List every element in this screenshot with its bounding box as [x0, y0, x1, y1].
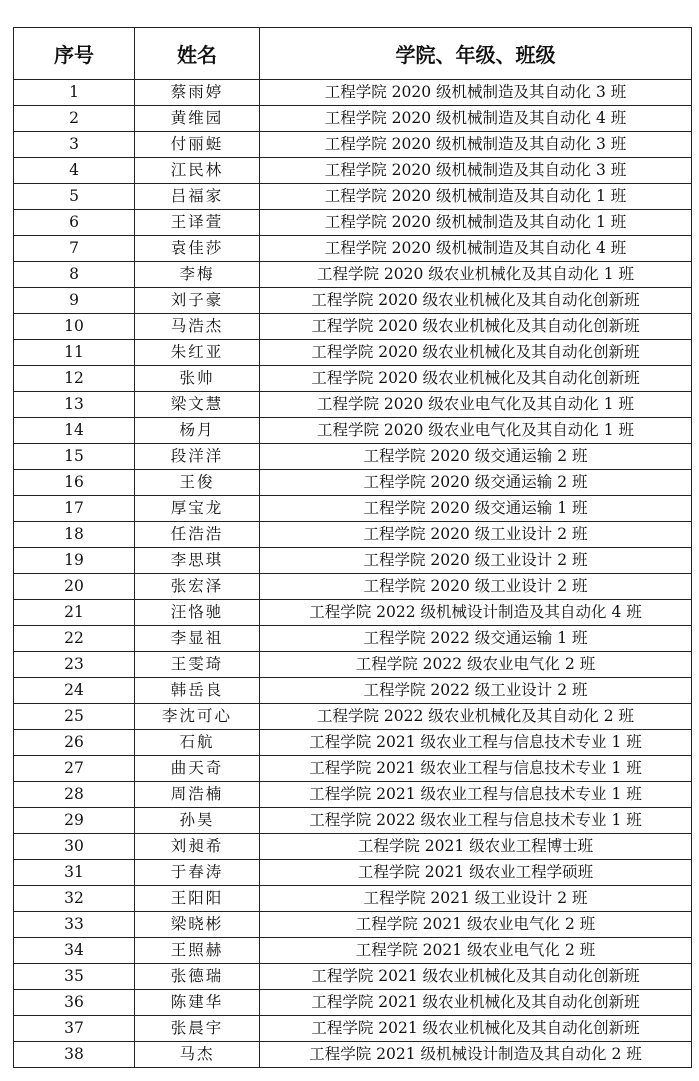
- cell-number: 30: [14, 834, 135, 860]
- table-row: [14, 1042, 692, 1068]
- cell-number: 27: [14, 756, 135, 782]
- table-row: [14, 496, 692, 522]
- table-row: [14, 704, 692, 730]
- cell-name: 刘昶希: [135, 834, 260, 860]
- table-row: [14, 912, 692, 938]
- cell-name: 石航: [135, 730, 260, 756]
- table-row: [14, 548, 692, 574]
- cell-number: 5: [14, 184, 135, 210]
- table-row: [14, 418, 692, 444]
- table-row: [14, 678, 692, 704]
- cell-number: 1: [14, 80, 135, 106]
- table-row: [14, 834, 692, 860]
- cell-name: 任浩浩: [135, 522, 260, 548]
- table-row: [14, 782, 692, 808]
- cell-name: 李思琪: [135, 548, 260, 574]
- cell-name: 刘子豪: [135, 288, 260, 314]
- student-list-table: [13, 27, 692, 1068]
- table-row: [14, 938, 692, 964]
- cell-number: 17: [14, 496, 135, 522]
- cell-class: 工程学院 2020 级交通运输 2 班: [260, 444, 692, 470]
- cell-class: 工程学院 2021 级农业工程学硕班: [260, 860, 692, 886]
- cell-class: 工程学院 2021 级农业工程博士班: [260, 834, 692, 860]
- cell-number: 20: [14, 574, 135, 600]
- cell-name: 王照赫: [135, 938, 260, 964]
- header-college-grade-class: 学院、年级、班级: [260, 28, 692, 80]
- cell-number: 23: [14, 652, 135, 678]
- cell-name: 王阳阳: [135, 886, 260, 912]
- table-row: [14, 990, 692, 1016]
- cell-name: 汪恪驰: [135, 600, 260, 626]
- table-body: [14, 80, 692, 1068]
- cell-name: 曲天奇: [135, 756, 260, 782]
- table-row: [14, 1016, 692, 1042]
- table-row: [14, 80, 692, 106]
- cell-number: 38: [14, 1042, 135, 1068]
- cell-class: 工程学院 2021 级农业机械化及其自动化创新班: [260, 1016, 692, 1042]
- table-row: [14, 262, 692, 288]
- cell-class: 工程学院 2022 级机械设计制造及其自动化 4 班: [260, 600, 692, 626]
- table-row: [14, 392, 692, 418]
- cell-name: 吕福家: [135, 184, 260, 210]
- cell-name: 付丽蜓: [135, 132, 260, 158]
- cell-class: 工程学院 2020 级工业设计 2 班: [260, 574, 692, 600]
- cell-name: 李梅: [135, 262, 260, 288]
- table-row: [14, 574, 692, 600]
- cell-class: 工程学院 2021 级工业设计 2 班: [260, 886, 692, 912]
- table-row: [14, 184, 692, 210]
- table-row: [14, 106, 692, 132]
- cell-name: 王译萱: [135, 210, 260, 236]
- table-row: [14, 444, 692, 470]
- cell-class: 工程学院 2020 级机械制造及其自动化 4 班: [260, 106, 692, 132]
- cell-class: 工程学院 2020 级工业设计 2 班: [260, 548, 692, 574]
- cell-class: 工程学院 2020 级交通运输 2 班: [260, 470, 692, 496]
- cell-name: 于春涛: [135, 860, 260, 886]
- cell-class: 工程学院 2020 级工业设计 2 班: [260, 522, 692, 548]
- cell-number: 32: [14, 886, 135, 912]
- table-header: [14, 28, 692, 80]
- cell-number: 35: [14, 964, 135, 990]
- cell-class: 工程学院 2020 级农业电气化及其自动化 1 班: [260, 392, 692, 418]
- cell-name: 马浩杰: [135, 314, 260, 340]
- cell-class: 工程学院 2022 级农业工程与信息技术专业 1 班: [260, 808, 692, 834]
- cell-class: 工程学院 2021 级农业电气化 2 班: [260, 912, 692, 938]
- cell-number: 29: [14, 808, 135, 834]
- cell-name: 段洋洋: [135, 444, 260, 470]
- cell-name: 李沈可心: [135, 704, 260, 730]
- cell-class: 工程学院 2021 级农业工程与信息技术专业 1 班: [260, 756, 692, 782]
- cell-class: 工程学院 2020 级农业电气化及其自动化 1 班: [260, 418, 692, 444]
- cell-number: 22: [14, 626, 135, 652]
- cell-class: 工程学院 2020 级交通运输 1 班: [260, 496, 692, 522]
- table-row: [14, 210, 692, 236]
- cell-name: 蔡雨婷: [135, 80, 260, 106]
- cell-name: 黄维园: [135, 106, 260, 132]
- cell-class: 工程学院 2020 级机械制造及其自动化 1 班: [260, 184, 692, 210]
- table-row: [14, 808, 692, 834]
- table-row: [14, 366, 692, 392]
- cell-name: 梁文慧: [135, 392, 260, 418]
- table-row: [14, 236, 692, 262]
- cell-number: 36: [14, 990, 135, 1016]
- cell-name: 周浩楠: [135, 782, 260, 808]
- header-row: [14, 28, 692, 80]
- cell-number: 7: [14, 236, 135, 262]
- cell-name: 马杰: [135, 1042, 260, 1068]
- cell-number: 37: [14, 1016, 135, 1042]
- table-row: [14, 288, 692, 314]
- cell-name: 张晨宇: [135, 1016, 260, 1042]
- cell-class: 工程学院 2020 级农业机械化及其自动化创新班: [260, 366, 692, 392]
- cell-number: 12: [14, 366, 135, 392]
- cell-number: 18: [14, 522, 135, 548]
- table-row: [14, 756, 692, 782]
- cell-class: 工程学院 2022 级交通运输 1 班: [260, 626, 692, 652]
- cell-number: 10: [14, 314, 135, 340]
- cell-number: 11: [14, 340, 135, 366]
- cell-number: 25: [14, 704, 135, 730]
- cell-name: 杨月: [135, 418, 260, 444]
- table-row: [14, 626, 692, 652]
- table-row: [14, 340, 692, 366]
- cell-name: 袁佳莎: [135, 236, 260, 262]
- cell-name: 张帅: [135, 366, 260, 392]
- cell-class: 工程学院 2021 级机械设计制造及其自动化 2 班: [260, 1042, 692, 1068]
- cell-number: 31: [14, 860, 135, 886]
- cell-number: 2: [14, 106, 135, 132]
- cell-name: 厚宝龙: [135, 496, 260, 522]
- cell-class: 工程学院 2020 级农业机械化及其自动化 1 班: [260, 262, 692, 288]
- table-row: [14, 860, 692, 886]
- cell-number: 8: [14, 262, 135, 288]
- cell-number: 15: [14, 444, 135, 470]
- cell-name: 张德瑞: [135, 964, 260, 990]
- cell-class: 工程学院 2021 级农业工程与信息技术专业 1 班: [260, 782, 692, 808]
- table-row: [14, 652, 692, 678]
- cell-name: 韩岳良: [135, 678, 260, 704]
- table-row: [14, 600, 692, 626]
- cell-name: 李显祖: [135, 626, 260, 652]
- cell-class: 工程学院 2020 级农业机械化及其自动化创新班: [260, 340, 692, 366]
- cell-number: 16: [14, 470, 135, 496]
- cell-number: 34: [14, 938, 135, 964]
- cell-number: 26: [14, 730, 135, 756]
- cell-class: 工程学院 2022 级农业机械化及其自动化 2 班: [260, 704, 692, 730]
- cell-class: 工程学院 2021 级农业电气化 2 班: [260, 938, 692, 964]
- cell-number: 19: [14, 548, 135, 574]
- cell-name: 王俊: [135, 470, 260, 496]
- cell-number: 33: [14, 912, 135, 938]
- cell-number: 3: [14, 132, 135, 158]
- cell-number: 21: [14, 600, 135, 626]
- cell-name: 陈建华: [135, 990, 260, 1016]
- cell-number: 13: [14, 392, 135, 418]
- cell-number: 4: [14, 158, 135, 184]
- table-row: [14, 522, 692, 548]
- cell-name: 孙昊: [135, 808, 260, 834]
- cell-class: 工程学院 2021 级农业机械化及其自动化创新班: [260, 964, 692, 990]
- document-page: [13, 27, 691, 1068]
- cell-class: 工程学院 2020 级农业机械化及其自动化创新班: [260, 314, 692, 340]
- cell-class: 工程学院 2021 级农业机械化及其自动化创新班: [260, 990, 692, 1016]
- cell-class: 工程学院 2022 级工业设计 2 班: [260, 678, 692, 704]
- cell-class: 工程学院 2020 级机械制造及其自动化 3 班: [260, 132, 692, 158]
- table-row: [14, 470, 692, 496]
- table-row: [14, 886, 692, 912]
- cell-class: 工程学院 2021 级农业工程与信息技术专业 1 班: [260, 730, 692, 756]
- cell-class: 工程学院 2020 级机械制造及其自动化 1 班: [260, 210, 692, 236]
- table-row: [14, 730, 692, 756]
- cell-name: 江民林: [135, 158, 260, 184]
- cell-class: 工程学院 2020 级机械制造及其自动化 3 班: [260, 80, 692, 106]
- header-name: 姓名: [135, 28, 260, 80]
- cell-class: 工程学院 2020 级机械制造及其自动化 4 班: [260, 236, 692, 262]
- cell-number: 14: [14, 418, 135, 444]
- cell-class: 工程学院 2020 级机械制造及其自动化 3 班: [260, 158, 692, 184]
- cell-name: 梁晓彬: [135, 912, 260, 938]
- cell-name: 朱红亚: [135, 340, 260, 366]
- cell-name: 张宏泽: [135, 574, 260, 600]
- cell-number: 6: [14, 210, 135, 236]
- table-row: [14, 314, 692, 340]
- cell-number: 28: [14, 782, 135, 808]
- cell-name: 王雯琦: [135, 652, 260, 678]
- cell-number: 24: [14, 678, 135, 704]
- table-row: [14, 132, 692, 158]
- table-row: [14, 964, 692, 990]
- cell-class: 工程学院 2020 级农业机械化及其自动化创新班: [260, 288, 692, 314]
- header-number: 序号: [14, 28, 135, 80]
- cell-class: 工程学院 2022 级农业电气化 2 班: [260, 652, 692, 678]
- table-row: [14, 158, 692, 184]
- cell-number: 9: [14, 288, 135, 314]
